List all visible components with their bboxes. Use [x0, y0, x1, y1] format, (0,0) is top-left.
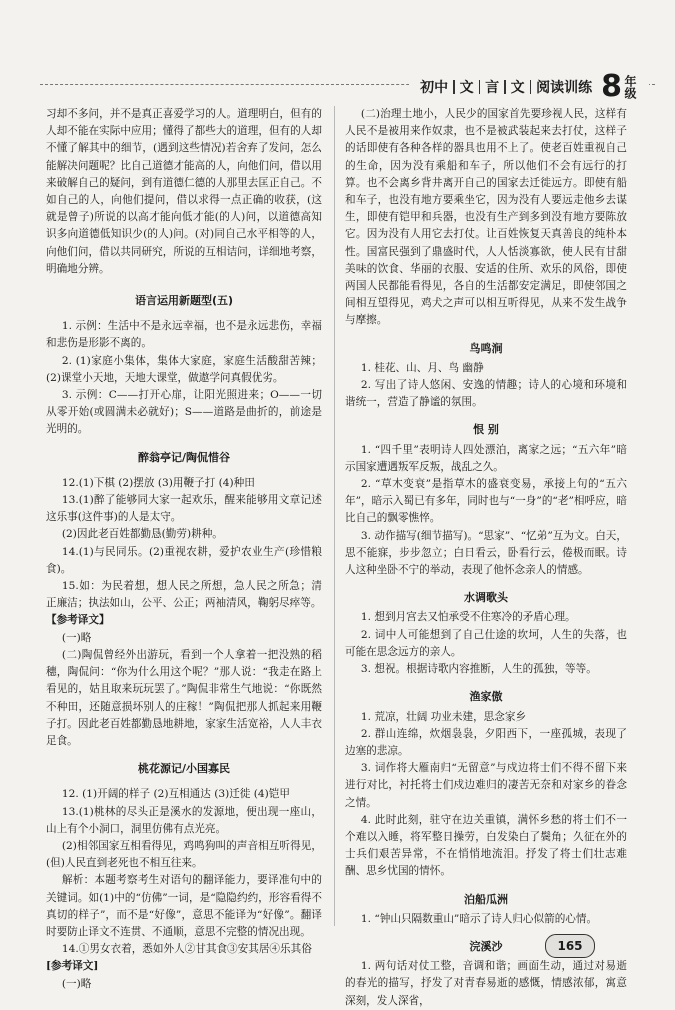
answer-item: 12. (1)开阔的样子 (2)互相通达 (3)迁徙 (4)铠甲	[61, 788, 290, 801]
answer-item: 1. 想到月宫去又怕承受不住寒冷的矛盾心理。	[360, 611, 576, 624]
series-char-3: 文	[510, 80, 525, 96]
section-heading: 恨 别	[473, 423, 499, 437]
answer-item: 12.(1)下棋 (2)摆放 (3)用鞭子打 (4)种田	[61, 476, 255, 489]
section-heading: 桃花源记/小国寡民	[137, 762, 231, 776]
column-divider	[334, 106, 335, 926]
answer-item: 13.(1)醉了能够同大家一起欢乐，醒来能够用文章记述这乐事(这件事)的人是太守。	[46, 494, 322, 524]
answer-item: 3. 词作将大雁南归“无留意”与戍边将士们不得不留下来进行对比，衬托将士们戍边难归的凄苦无奈和对家乡的眷念之情。	[345, 762, 627, 809]
reference-translation-label: 【参考译文】	[46, 614, 110, 627]
grade-label: 年级	[623, 75, 637, 99]
answer-item: 15.如：为民着想，想人民之所想，急人民之所急；清正廉洁；执法如山，公平、公正；两袖清风，鞠躬尽瘁等。	[46, 580, 322, 610]
section-heading: 水调歌头	[464, 591, 508, 605]
series-char-1: 文	[459, 80, 474, 96]
section-heading: 泊船瓜洲	[464, 892, 508, 906]
section-heading: 浣溪沙	[469, 939, 503, 953]
answer-item: 3. 动作描写(细节描写)。“思家”、“忆弟”互为文。白天，思不能寐，步步忽立；白日看云，卧看行云，倦极而眠。诗人这种坐卧不宁的举动，表现了他怀念亲人的情感。	[345, 529, 627, 577]
translation-item: (一)略	[61, 631, 92, 644]
left-column	[46, 106, 322, 993]
reference-translation-label: [参考译文]	[46, 960, 99, 973]
series-separator	[504, 80, 506, 94]
page-number: 165	[545, 934, 595, 958]
section-heading: 鸟鸣涧	[469, 341, 503, 355]
answer-item: 2. (1)家庭小集体，集体大家庭，家庭生活酸甜苦辣；(2)课堂小天地，天地大课堂，做遨学问真假优劣。	[46, 354, 322, 384]
series-separator	[453, 80, 455, 94]
series-char-2: 言	[485, 80, 500, 96]
answer-item: 14.①男女衣着，悉如外人②甘其食③安其居④乐其俗	[61, 943, 312, 956]
right-column	[345, 106, 627, 1010]
answer-item: 2. 群山连绵，炊烟袅袅，夕阳西下，一座孤城，表现了边塞的悲凉。	[345, 727, 627, 757]
answer-item: (2)相邻国家互相看得见，鸡鸣狗叫的声音相互听得见，(但)人民直到老死也不相互往来。	[46, 839, 322, 870]
series-separator	[530, 80, 532, 94]
answer-item: 3. 想祝。根据诗歌内容推断，人生的孤独，等等。	[360, 663, 597, 676]
answer-item: 2. “草木变衰”是指草木的盛衰变易，承接上句的“五六年”，暗示入蜀已有多年，同时也与“一身”的“老”相呼应，暗比自己的飘零憔悴。	[345, 478, 627, 525]
section-heading: 渔家傲	[469, 690, 503, 704]
series-name: 阅读训练	[536, 80, 593, 96]
answer-item: 2. 词中人可能想到了自己仕途的坎坷，人生的失落，也可能在思念远方的亲人。	[345, 628, 627, 658]
answer-item: 2. 写出了诗人悠闲、安逸的情趣；诗人的心境和环境和谐统一，营造了静谧的氛围。	[345, 379, 627, 409]
series-title	[409, 69, 649, 104]
answer-item: 1. “四千里”表明诗人四处漂泊，离家之远；“五六年”暗示国家遭遇叛军反叛，战乱之久。	[345, 443, 627, 473]
paragraph: 习却不多问，并不是真正喜爱学习的人。道理明白，但有的人却不能在实际中应用；懂得了都些大的道理，但有的人却不懂了解其中的细节，(遇到这些情况)若舍弃了发问，怎么能解决问题呢？比自己道德才能高的人，向他们问，借以用来破解自己的疑问，到有道德仁德的人那里去匡正自己。不如自己的人，向他们提问，借以求得一点正确的收获，(这就是曾子)所说的以高才能向低才能(的人)问，以道德高知识多向道德低知识少(的人)问。(对)同自己水平相等的人，向他们问，借以共同研究，所说的互相诘问，详细地考察，明确地分辨。	[46, 108, 322, 275]
answer-item: 14.(1)与民同乐。(2)重视农耕，爱护农业生产(珍惜粮食)。	[46, 545, 322, 575]
page-header	[40, 60, 655, 104]
grade-number: 8	[601, 69, 622, 104]
answer-item: 3. 示例：C——打开心扉，让阳光照进来；O——一切从零开始(或圆满未必就好)；S——道路是曲折的，前途是光明的。	[46, 389, 322, 436]
series-level: 初中	[420, 80, 449, 96]
answer-item: 4. 此时此刻，驻守在边关重镇，满怀乡愁的将士们不一个难以入睡，将军整日操劳，白发染白了鬓角；久征在外的士兵们艰苦异常，不在悄悄地流泪。抒发了将士们壮志难酬、思乡忧国的情怀。	[345, 813, 627, 878]
answer-item: 1. 荒凉，壮阔 功业未建，思念家乡	[360, 710, 527, 723]
section-heading: 语言运用新题型(五)	[134, 294, 234, 308]
section-heading: 醉翁亭记/陶侃惜谷	[137, 450, 231, 464]
answer-item: 1. 桂花、山、月、鸟 幽静	[360, 361, 484, 374]
analysis: 解析：本题考察考生对语句的翻译能力，要译准句中的关键词。如(1)中的“仿佛”一词，是“隐隐约约，形容看得不真切的样子”，而不是“好像”，意思不能译为“好像”。翻译时要防止译文不连贯、不通顺，意思不完整的情况出现。	[46, 874, 322, 938]
answer-item: 1. 两句话对仗工整，音调和谐；画面生动，通过对易逝的春光的描写，抒发了对青春易逝的感慨，情感浓郁，寓意深刻，发人深省，	[345, 960, 627, 1007]
answer-item: 1. 示例：生活中不是永远幸福，也不是永远悲伤，幸福和悲伤是形影不离的。	[46, 320, 322, 350]
answer-item: (2)因此老百姓都勤恳(勤劳)耕种。	[61, 528, 223, 541]
answer-item: 1. “钟山只隔数重山”暗示了诗人归心似箭的心情。	[360, 912, 598, 925]
series-separator	[479, 80, 481, 94]
translation-item: (二)陶侃曾经外出游玩，看到一个人拿着一把没熟的稻穗，陶侃问：“你为什么用这个呢？”那人说：“我走在路上看见的，姑且取来玩玩罢了。”陶侃非常生气地说：“你既然不种田，还随意损坏别人的庄稼！”陶侃把那人抓起来用鞭子打。因此老百姓都勤恳地耕地，家家生活宽裕，人人丰衣足食。	[46, 648, 322, 747]
paragraph: (二)治理土地小，人民少的国家首先要珍视人民，这样有人民不是被用来作奴隶，也不是被武装起来去打仗，这样子的话即使有各种各样的器具也用不上了。使老百姓重视自己的生命，因为没有乘船和车子，所以他们不会有远行的打算。也不会离乡背井离开自己的国家去迁徙远方。即使有船和车子，也没有地方要乘坐它，因为没有人要远走他乡去谋生，即使有铠甲和兵器，也没有生产到多到没有地方要陈放它。因为没有人用它去打仗。让百姓恢复天真善良的纯朴本性。国富民强到了鼎盛时代，人人恬淡寡欲，使人民有甘甜美味的饮食、华丽的衣服、安适的住所、欢乐的风俗，即使两国人民都能看得见，各自的生活都安定满足，即使邻国之间相互望得见，鸡犬之声可以相互听得见，从来不发生战争与摩擦。	[345, 108, 627, 327]
translation-item: (一)略	[61, 977, 92, 990]
answer-item: 13.(1)桃林的尽头正是溪水的发源地，便出现一座山，山上有个小洞口，洞里仿佛有点光亮。	[46, 805, 322, 835]
